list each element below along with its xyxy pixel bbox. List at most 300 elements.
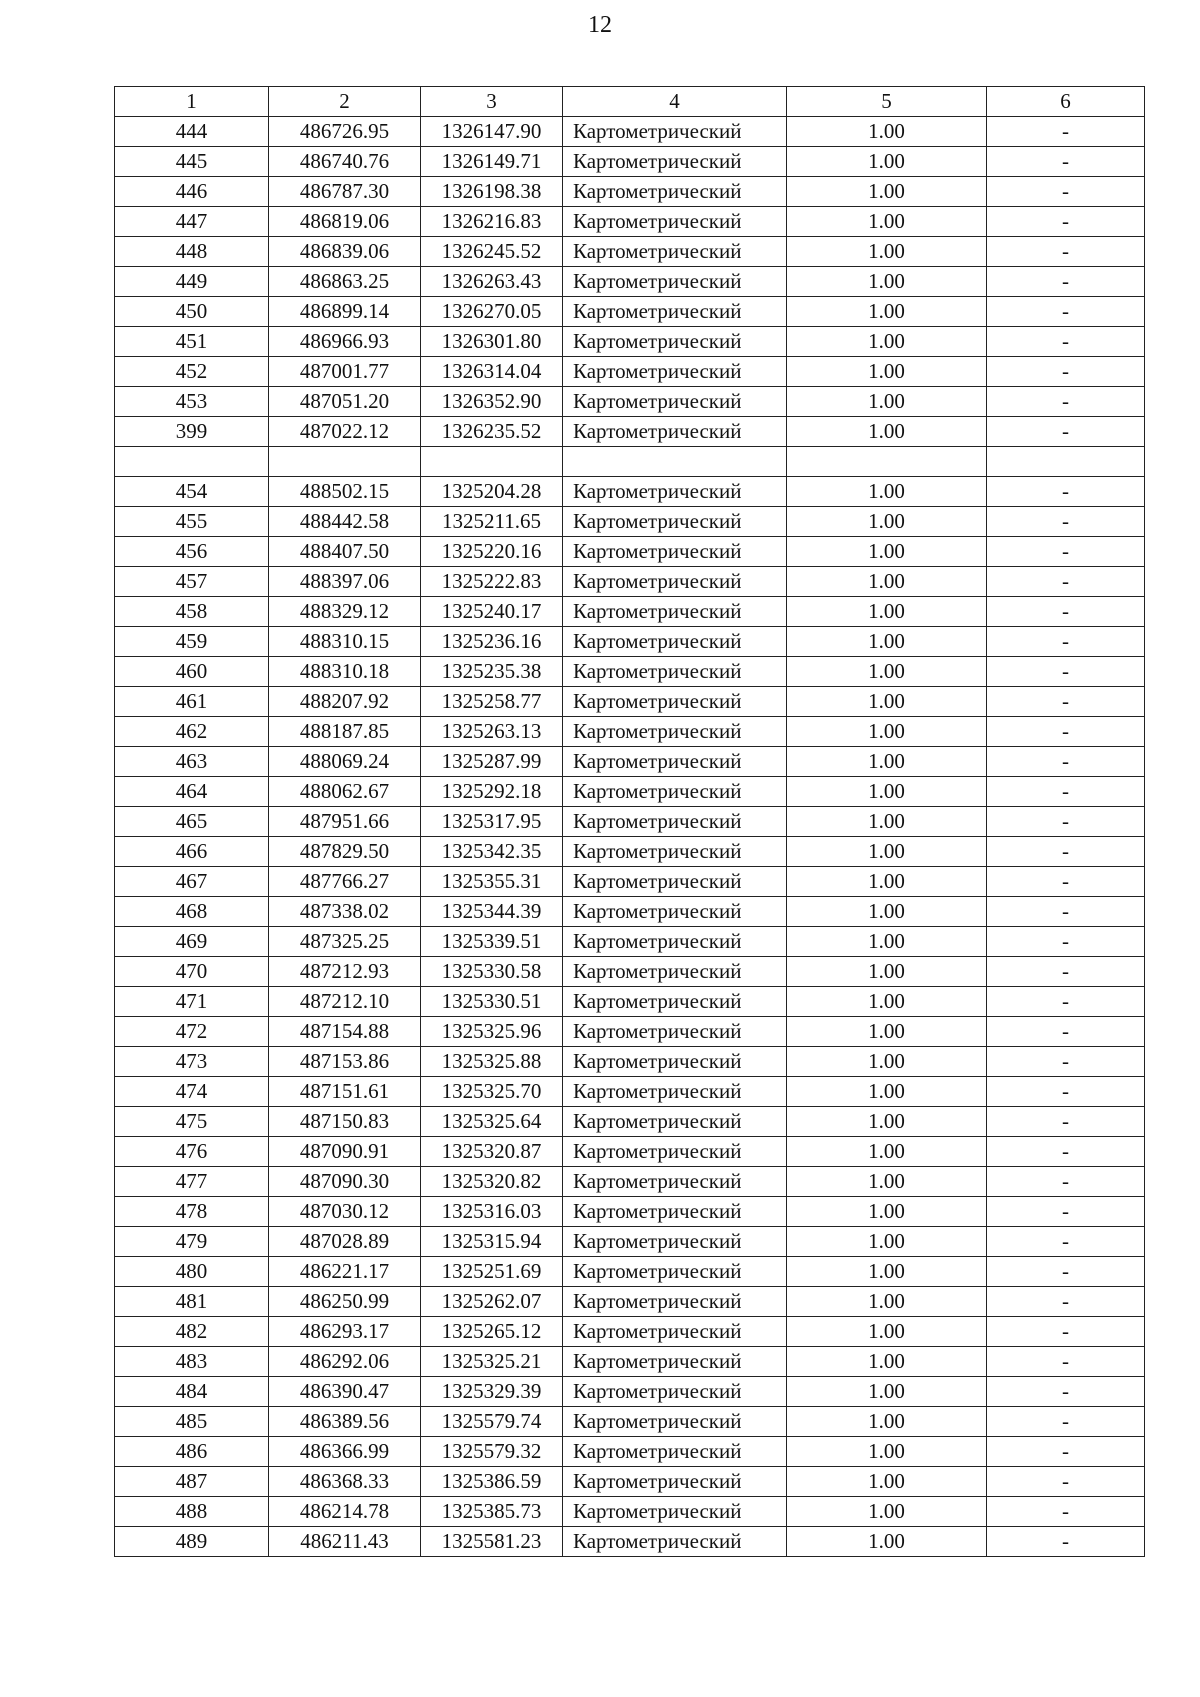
y-coordinate-cell: 1325317.95 xyxy=(421,807,563,837)
x-coordinate-cell: 487001.77 xyxy=(269,357,421,387)
table-row xyxy=(115,1197,1145,1227)
method-cell: Картометрический xyxy=(563,1047,787,1077)
accuracy-cell: 1.00 xyxy=(787,1137,987,1167)
y-coordinate-cell: 1325339.51 xyxy=(421,927,563,957)
table-row xyxy=(115,627,1145,657)
x-coordinate-cell: 487212.93 xyxy=(269,957,421,987)
y-coordinate-cell: 1325315.94 xyxy=(421,1227,563,1257)
point-number-cell: 461 xyxy=(115,687,269,717)
y-coordinate-cell: 1326147.90 xyxy=(421,117,563,147)
method-cell: Картометрический xyxy=(563,687,787,717)
method-cell: Картометрический xyxy=(563,297,787,327)
method-cell: Картометрический xyxy=(563,1257,787,1287)
table-row xyxy=(115,897,1145,927)
note-cell: - xyxy=(987,357,1145,387)
point-number-cell: 476 xyxy=(115,1137,269,1167)
method-cell: Картометрический xyxy=(563,597,787,627)
y-coordinate-cell: 1325579.74 xyxy=(421,1407,563,1437)
accuracy-cell: 1.00 xyxy=(787,1257,987,1287)
y-coordinate-cell: 1326235.52 xyxy=(421,417,563,447)
y-coordinate-cell: 1325263.13 xyxy=(421,717,563,747)
accuracy-cell: 1.00 xyxy=(787,297,987,327)
x-coordinate-cell: 487151.61 xyxy=(269,1077,421,1107)
note-cell: - xyxy=(987,537,1145,567)
accuracy-cell: 1.00 xyxy=(787,837,987,867)
x-coordinate-cell: 487154.88 xyxy=(269,1017,421,1047)
note-cell: - xyxy=(987,1257,1145,1287)
method-cell: Картометрический xyxy=(563,477,787,507)
method-cell: Картометрический xyxy=(563,627,787,657)
table-row xyxy=(115,1257,1145,1287)
y-coordinate-cell: 1325235.38 xyxy=(421,657,563,687)
x-coordinate-cell: 486966.93 xyxy=(269,327,421,357)
accuracy-cell: 1.00 xyxy=(787,1197,987,1227)
y-coordinate-cell xyxy=(421,447,563,477)
table-row xyxy=(115,177,1145,207)
table-row xyxy=(115,537,1145,567)
note-cell: - xyxy=(987,1017,1145,1047)
method-cell: Картометрический xyxy=(563,1527,787,1557)
accuracy-cell: 1.00 xyxy=(787,777,987,807)
y-coordinate-cell: 1326216.83 xyxy=(421,207,563,237)
point-number-cell: 489 xyxy=(115,1527,269,1557)
note-cell: - xyxy=(987,1467,1145,1497)
point-number-cell: 452 xyxy=(115,357,269,387)
table-row xyxy=(115,357,1145,387)
x-coordinate-cell: 488187.85 xyxy=(269,717,421,747)
table-row xyxy=(115,477,1145,507)
y-coordinate-cell: 1325325.88 xyxy=(421,1047,563,1077)
point-number-cell: 469 xyxy=(115,927,269,957)
accuracy-cell: 1.00 xyxy=(787,1017,987,1047)
y-coordinate-cell: 1325222.83 xyxy=(421,567,563,597)
note-cell: - xyxy=(987,867,1145,897)
y-coordinate-cell: 1325220.16 xyxy=(421,537,563,567)
accuracy-cell: 1.00 xyxy=(787,177,987,207)
x-coordinate-cell: 487090.91 xyxy=(269,1137,421,1167)
method-cell: Картометрический xyxy=(563,1197,787,1227)
x-coordinate-cell: 486726.95 xyxy=(269,117,421,147)
note-cell: - xyxy=(987,1527,1145,1557)
x-coordinate-cell: 487150.83 xyxy=(269,1107,421,1137)
table-row xyxy=(115,1167,1145,1197)
x-coordinate-cell: 486366.99 xyxy=(269,1437,421,1467)
table-row xyxy=(115,1287,1145,1317)
x-coordinate-cell xyxy=(269,447,421,477)
point-number-cell: 460 xyxy=(115,657,269,687)
accuracy-cell: 1.00 xyxy=(787,627,987,657)
method-cell: Картометрический xyxy=(563,417,787,447)
accuracy-cell: 1.00 xyxy=(787,957,987,987)
method-cell: Картометрический xyxy=(563,957,787,987)
point-number-cell: 445 xyxy=(115,147,269,177)
note-cell xyxy=(987,447,1145,477)
y-coordinate-cell: 1325329.39 xyxy=(421,1377,563,1407)
y-coordinate-cell: 1325325.21 xyxy=(421,1347,563,1377)
y-coordinate-cell: 1326352.90 xyxy=(421,387,563,417)
note-cell: - xyxy=(987,657,1145,687)
method-cell: Картометрический xyxy=(563,177,787,207)
accuracy-cell: 1.00 xyxy=(787,417,987,447)
accuracy-cell: 1.00 xyxy=(787,987,987,1017)
table-row xyxy=(115,387,1145,417)
accuracy-cell: 1.00 xyxy=(787,537,987,567)
table-row xyxy=(115,777,1145,807)
method-cell: Картометрический xyxy=(563,927,787,957)
table-row xyxy=(115,507,1145,537)
table-row xyxy=(115,267,1145,297)
accuracy-cell: 1.00 xyxy=(787,1107,987,1137)
table-row xyxy=(115,207,1145,237)
method-cell: Картометрический xyxy=(563,567,787,597)
point-number-cell: 450 xyxy=(115,297,269,327)
note-cell: - xyxy=(987,1437,1145,1467)
point-number-cell: 479 xyxy=(115,1227,269,1257)
point-number-cell: 480 xyxy=(115,1257,269,1287)
table-row xyxy=(115,597,1145,627)
note-cell: - xyxy=(987,1317,1145,1347)
method-cell: Картометрический xyxy=(563,117,787,147)
method-cell: Картометрический xyxy=(563,1467,787,1497)
note-cell: - xyxy=(987,957,1145,987)
note-cell: - xyxy=(987,477,1145,507)
y-coordinate-cell: 1326245.52 xyxy=(421,237,563,267)
page-number: 12 xyxy=(588,12,612,38)
y-coordinate-cell: 1326263.43 xyxy=(421,267,563,297)
point-number-cell: 473 xyxy=(115,1047,269,1077)
method-cell: Картометрический xyxy=(563,207,787,237)
method-cell: Картометрический xyxy=(563,357,787,387)
y-coordinate-cell: 1325342.35 xyxy=(421,837,563,867)
x-coordinate-cell: 486740.76 xyxy=(269,147,421,177)
x-coordinate-cell: 487030.12 xyxy=(269,1197,421,1227)
method-cell: Картометрический xyxy=(563,147,787,177)
accuracy-cell: 1.00 xyxy=(787,657,987,687)
method-cell: Картометрический xyxy=(563,777,787,807)
point-number-cell: 463 xyxy=(115,747,269,777)
accuracy-cell: 1.00 xyxy=(787,357,987,387)
x-coordinate-cell: 488310.15 xyxy=(269,627,421,657)
note-cell: - xyxy=(987,627,1145,657)
y-coordinate-cell: 1325292.18 xyxy=(421,777,563,807)
note-cell: - xyxy=(987,387,1145,417)
table-header-row xyxy=(115,87,1145,117)
y-coordinate-cell: 1325251.69 xyxy=(421,1257,563,1287)
method-cell: Картометрический xyxy=(563,387,787,417)
x-coordinate-cell: 487766.27 xyxy=(269,867,421,897)
method-cell: Картометрический xyxy=(563,327,787,357)
accuracy-cell: 1.00 xyxy=(787,717,987,747)
method-cell: Картометрический xyxy=(563,1347,787,1377)
point-number-cell: 465 xyxy=(115,807,269,837)
x-coordinate-cell: 487951.66 xyxy=(269,807,421,837)
note-cell: - xyxy=(987,567,1145,597)
table-row xyxy=(115,1227,1145,1257)
y-coordinate-cell: 1325344.39 xyxy=(421,897,563,927)
table-row xyxy=(115,987,1145,1017)
method-cell: Картометрический xyxy=(563,1437,787,1467)
point-number-cell: 444 xyxy=(115,117,269,147)
method-cell: Картометрический xyxy=(563,867,787,897)
table-row xyxy=(115,147,1145,177)
note-cell: - xyxy=(987,1407,1145,1437)
method-cell: Картометрический xyxy=(563,1317,787,1347)
table-row xyxy=(115,957,1145,987)
y-coordinate-cell: 1325325.64 xyxy=(421,1107,563,1137)
table-row xyxy=(115,1347,1145,1377)
point-number-cell: 454 xyxy=(115,477,269,507)
y-coordinate-cell: 1325325.70 xyxy=(421,1077,563,1107)
method-cell xyxy=(563,447,787,477)
y-coordinate-cell: 1325258.77 xyxy=(421,687,563,717)
x-coordinate-cell: 487028.89 xyxy=(269,1227,421,1257)
note-cell: - xyxy=(987,507,1145,537)
y-coordinate-cell: 1326198.38 xyxy=(421,177,563,207)
table-row xyxy=(115,1107,1145,1137)
accuracy-cell: 1.00 xyxy=(787,1497,987,1527)
table-row xyxy=(115,807,1145,837)
y-coordinate-cell: 1325265.12 xyxy=(421,1317,563,1347)
point-number-cell: 466 xyxy=(115,837,269,867)
table-row xyxy=(115,1437,1145,1467)
note-cell: - xyxy=(987,1197,1145,1227)
point-number-cell: 451 xyxy=(115,327,269,357)
point-number-cell: 472 xyxy=(115,1017,269,1047)
method-cell: Картометрический xyxy=(563,267,787,297)
table-row xyxy=(115,747,1145,777)
note-cell: - xyxy=(987,987,1145,1017)
note-cell: - xyxy=(987,417,1145,447)
accuracy-cell: 1.00 xyxy=(787,1287,987,1317)
accuracy-cell: 1.00 xyxy=(787,267,987,297)
method-cell: Картометрический xyxy=(563,1077,787,1107)
table-row xyxy=(115,927,1145,957)
x-coordinate-cell: 488207.92 xyxy=(269,687,421,717)
table-row xyxy=(115,1077,1145,1107)
table-row xyxy=(115,687,1145,717)
note-cell: - xyxy=(987,1497,1145,1527)
x-coordinate-cell: 486390.47 xyxy=(269,1377,421,1407)
accuracy-cell: 1.00 xyxy=(787,1527,987,1557)
coordinates-table xyxy=(114,86,1145,1557)
column-header: 5 xyxy=(787,87,987,117)
x-coordinate-cell: 486787.30 xyxy=(269,177,421,207)
note-cell: - xyxy=(987,327,1145,357)
accuracy-cell: 1.00 xyxy=(787,327,987,357)
note-cell: - xyxy=(987,1047,1145,1077)
y-coordinate-cell: 1325355.31 xyxy=(421,867,563,897)
accuracy-cell: 1.00 xyxy=(787,927,987,957)
accuracy-cell xyxy=(787,447,987,477)
table-row xyxy=(115,1047,1145,1077)
method-cell: Картометрический xyxy=(563,1377,787,1407)
note-cell: - xyxy=(987,1077,1145,1107)
x-coordinate-cell: 486221.17 xyxy=(269,1257,421,1287)
accuracy-cell: 1.00 xyxy=(787,1047,987,1077)
accuracy-cell: 1.00 xyxy=(787,687,987,717)
column-header: 1 xyxy=(115,87,269,117)
point-number-cell: 458 xyxy=(115,597,269,627)
point-number-cell: 486 xyxy=(115,1437,269,1467)
accuracy-cell: 1.00 xyxy=(787,477,987,507)
x-coordinate-cell: 487325.25 xyxy=(269,927,421,957)
note-cell: - xyxy=(987,177,1145,207)
accuracy-cell: 1.00 xyxy=(787,1317,987,1347)
y-coordinate-cell: 1325204.28 xyxy=(421,477,563,507)
accuracy-cell: 1.00 xyxy=(787,1167,987,1197)
note-cell: - xyxy=(987,717,1145,747)
y-coordinate-cell: 1326314.04 xyxy=(421,357,563,387)
note-cell: - xyxy=(987,747,1145,777)
y-coordinate-cell: 1325385.73 xyxy=(421,1497,563,1527)
x-coordinate-cell: 488397.06 xyxy=(269,567,421,597)
point-number-cell: 478 xyxy=(115,1197,269,1227)
note-cell: - xyxy=(987,927,1145,957)
x-coordinate-cell: 488329.12 xyxy=(269,597,421,627)
x-coordinate-cell: 488442.58 xyxy=(269,507,421,537)
x-coordinate-cell: 486211.43 xyxy=(269,1527,421,1557)
point-number-cell: 399 xyxy=(115,417,269,447)
x-coordinate-cell: 487829.50 xyxy=(269,837,421,867)
table-row xyxy=(115,327,1145,357)
x-coordinate-cell: 486293.17 xyxy=(269,1317,421,1347)
table-row xyxy=(115,657,1145,687)
table-row xyxy=(115,297,1145,327)
method-cell: Картометрический xyxy=(563,237,787,267)
accuracy-cell: 1.00 xyxy=(787,807,987,837)
x-coordinate-cell: 486389.56 xyxy=(269,1407,421,1437)
accuracy-cell: 1.00 xyxy=(787,117,987,147)
note-cell: - xyxy=(987,777,1145,807)
point-number-cell: 488 xyxy=(115,1497,269,1527)
accuracy-cell: 1.00 xyxy=(787,147,987,177)
x-coordinate-cell: 486819.06 xyxy=(269,207,421,237)
x-coordinate-cell: 487212.10 xyxy=(269,987,421,1017)
note-cell: - xyxy=(987,837,1145,867)
accuracy-cell: 1.00 xyxy=(787,237,987,267)
column-header: 4 xyxy=(563,87,787,117)
x-coordinate-cell: 488407.50 xyxy=(269,537,421,567)
accuracy-cell: 1.00 xyxy=(787,747,987,777)
note-cell: - xyxy=(987,207,1145,237)
x-coordinate-cell: 486250.99 xyxy=(269,1287,421,1317)
y-coordinate-cell: 1326301.80 xyxy=(421,327,563,357)
point-number-cell: 449 xyxy=(115,267,269,297)
x-coordinate-cell: 488069.24 xyxy=(269,747,421,777)
point-number-cell: 453 xyxy=(115,387,269,417)
x-coordinate-cell: 487090.30 xyxy=(269,1167,421,1197)
table-row xyxy=(115,837,1145,867)
x-coordinate-cell: 486214.78 xyxy=(269,1497,421,1527)
note-cell: - xyxy=(987,1167,1145,1197)
note-cell: - xyxy=(987,1107,1145,1137)
point-number-cell: 455 xyxy=(115,507,269,537)
y-coordinate-cell: 1325330.51 xyxy=(421,987,563,1017)
table-row xyxy=(115,1377,1145,1407)
note-cell: - xyxy=(987,1377,1145,1407)
note-cell: - xyxy=(987,267,1145,297)
column-header: 6 xyxy=(987,87,1145,117)
x-coordinate-cell: 487338.02 xyxy=(269,897,421,927)
point-number-cell: 468 xyxy=(115,897,269,927)
x-coordinate-cell: 487153.86 xyxy=(269,1047,421,1077)
method-cell: Картометрический xyxy=(563,747,787,777)
note-cell: - xyxy=(987,897,1145,927)
table-row xyxy=(115,237,1145,267)
x-coordinate-cell: 487051.20 xyxy=(269,387,421,417)
method-cell: Картометрический xyxy=(563,987,787,1017)
method-cell: Картометрический xyxy=(563,1287,787,1317)
point-number-cell: 474 xyxy=(115,1077,269,1107)
x-coordinate-cell: 488062.67 xyxy=(269,777,421,807)
point-number-cell: 462 xyxy=(115,717,269,747)
y-coordinate-cell: 1325579.32 xyxy=(421,1437,563,1467)
table-row xyxy=(115,1527,1145,1557)
point-number-cell: 475 xyxy=(115,1107,269,1137)
accuracy-cell: 1.00 xyxy=(787,1377,987,1407)
accuracy-cell: 1.00 xyxy=(787,207,987,237)
x-coordinate-cell: 486368.33 xyxy=(269,1467,421,1497)
x-coordinate-cell: 487022.12 xyxy=(269,417,421,447)
method-cell: Картометрический xyxy=(563,1017,787,1047)
accuracy-cell: 1.00 xyxy=(787,897,987,927)
y-coordinate-cell: 1325320.82 xyxy=(421,1167,563,1197)
table-row xyxy=(115,1467,1145,1497)
table-row xyxy=(115,1137,1145,1167)
accuracy-cell: 1.00 xyxy=(787,567,987,597)
y-coordinate-cell: 1325287.99 xyxy=(421,747,563,777)
x-coordinate-cell: 486899.14 xyxy=(269,297,421,327)
y-coordinate-cell: 1325386.59 xyxy=(421,1467,563,1497)
accuracy-cell: 1.00 xyxy=(787,597,987,627)
note-cell: - xyxy=(987,117,1145,147)
method-cell: Картометрический xyxy=(563,537,787,567)
point-number-cell: 484 xyxy=(115,1377,269,1407)
note-cell: - xyxy=(987,147,1145,177)
point-number-cell: 477 xyxy=(115,1167,269,1197)
note-cell: - xyxy=(987,807,1145,837)
y-coordinate-cell: 1325330.58 xyxy=(421,957,563,987)
y-coordinate-cell: 1325316.03 xyxy=(421,1197,563,1227)
table-body xyxy=(115,117,1145,1557)
point-number-cell: 467 xyxy=(115,867,269,897)
y-coordinate-cell: 1325581.23 xyxy=(421,1527,563,1557)
note-cell: - xyxy=(987,1287,1145,1317)
point-number-cell: 457 xyxy=(115,567,269,597)
point-number-cell: 456 xyxy=(115,537,269,567)
table-row xyxy=(115,117,1145,147)
point-number-cell: 446 xyxy=(115,177,269,207)
accuracy-cell: 1.00 xyxy=(787,1437,987,1467)
x-coordinate-cell: 486839.06 xyxy=(269,237,421,267)
table-row xyxy=(115,1017,1145,1047)
point-number-cell: 482 xyxy=(115,1317,269,1347)
method-cell: Картометрический xyxy=(563,837,787,867)
accuracy-cell: 1.00 xyxy=(787,1347,987,1377)
accuracy-cell: 1.00 xyxy=(787,1467,987,1497)
point-number-cell: 483 xyxy=(115,1347,269,1377)
x-coordinate-cell: 488502.15 xyxy=(269,477,421,507)
y-coordinate-cell: 1325240.17 xyxy=(421,597,563,627)
method-cell: Картометрический xyxy=(563,657,787,687)
note-cell: - xyxy=(987,237,1145,267)
method-cell: Картометрический xyxy=(563,507,787,537)
y-coordinate-cell: 1325325.96 xyxy=(421,1017,563,1047)
y-coordinate-cell: 1326270.05 xyxy=(421,297,563,327)
accuracy-cell: 1.00 xyxy=(787,1077,987,1107)
accuracy-cell: 1.00 xyxy=(787,1227,987,1257)
accuracy-cell: 1.00 xyxy=(787,867,987,897)
